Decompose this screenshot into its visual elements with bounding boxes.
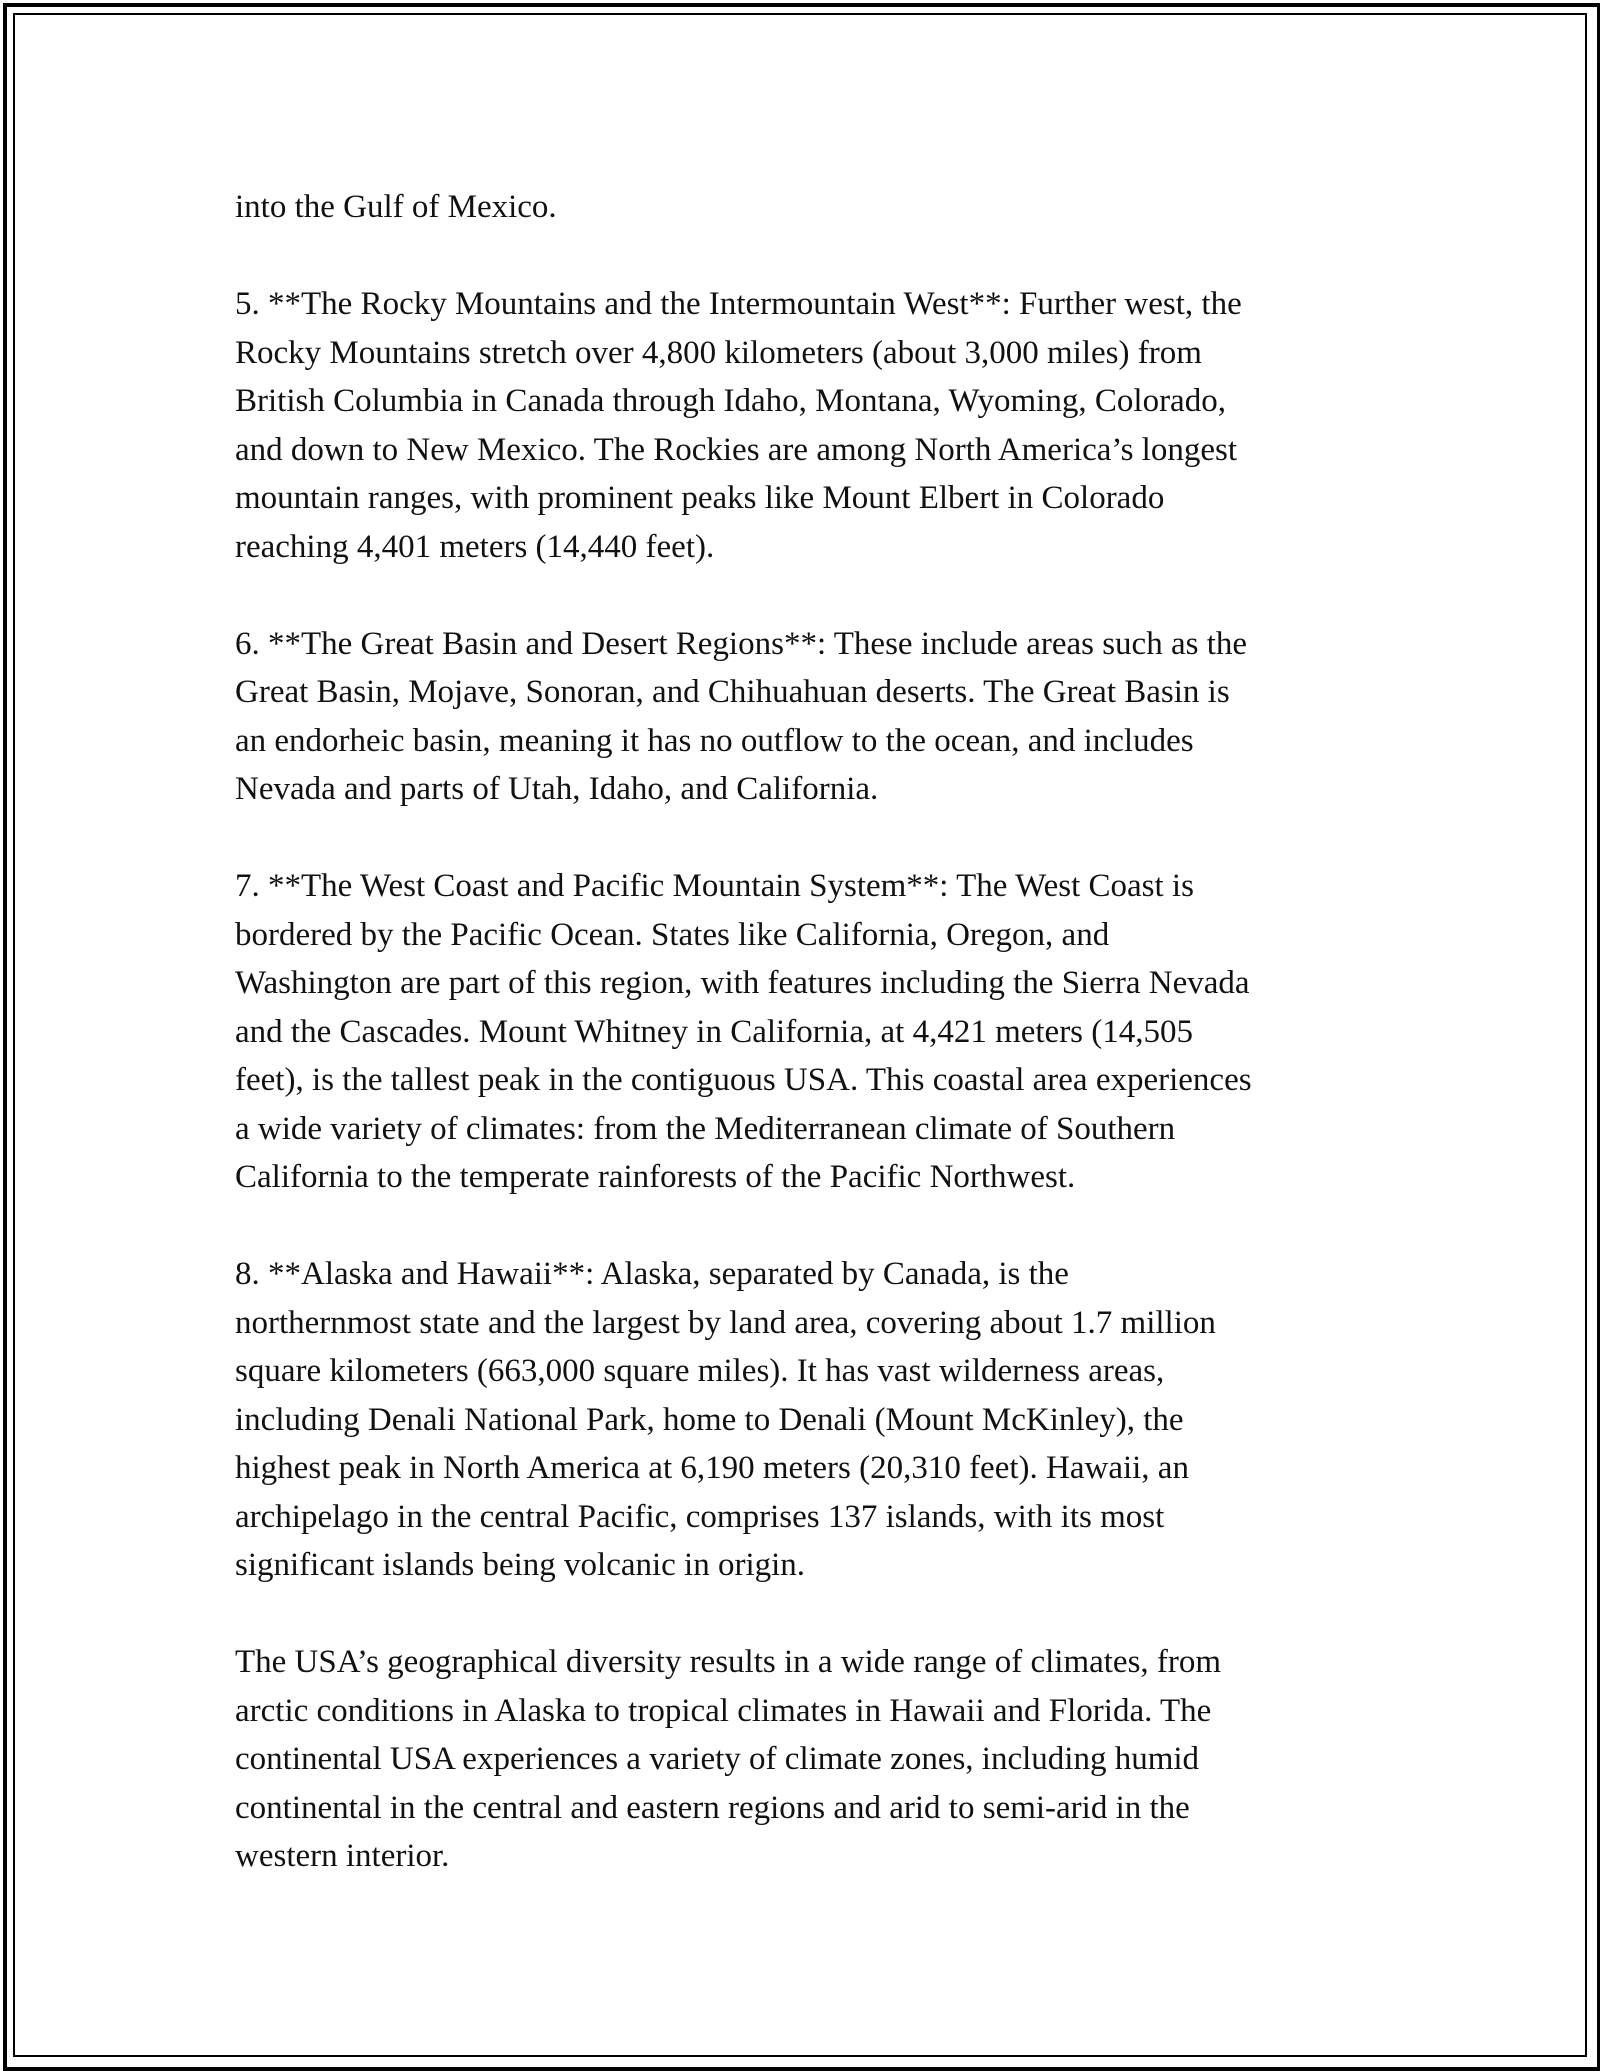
paragraph-great-basin: 6. **The Great Basin and Desert Regions**: These include areas such as the Great Basin, Mojave, Sonoran, and Chihuahuan deserts. The Great Basin is an endorheic basin, meaning it has no outflow to the ocean, and includes Nevada and parts of Utah, Idaho, and California. — [235, 625, 1248, 807]
paragraph-alaska-hawaii: 8. **Alaska and Hawaii**: Alaska, separated by Canada, is the northernmost state and the largest by land area, covering about 1.7 million square kilometers (663,000 square miles). It has vast wilderness areas, including Denali National Park, home to Denali (Mount McKinley), the highest peak in North America at 6,190 meters (20,310 feet). Hawaii, an archipelago in the central Pacific, comprises 137 islands, with its most significant islands being volcanic in origin. — [235, 1256, 1216, 1583]
paragraph-continuation: into the Gulf of Mexico. — [235, 189, 557, 225]
paragraph-climate-summary: The USA’s geographical diversity results in a wide range of climates, from arctic conditions in Alaska to tropical climates in Hawaii and Florida. The continental USA experiences a variety of climate zones, including humid continental in the central and eastern regions and arid to semi-arid in the western interior. — [235, 1644, 1222, 1874]
document-body — [235, 183, 1375, 1881]
paragraph-rocky-mountains: 5. **The Rocky Mountains and the Intermountain West**: Further west, the Rocky Mountains stretch over 4,800 kilometers (about 3,000 miles) from British Columbia in Canada through Idaho, Montana, Wyoming, Colorado, and down to New Mexico. The Rockies are among North America’s longest mountain ranges, with prominent peaks like Mount Elbert in Colorado reaching 4,401 meters (14,440 feet). — [235, 286, 1242, 565]
paragraph-west-coast: 7. **The West Coast and Pacific Mountain System**: The West Coast is bordered by the Pacific Ocean. States like California, Oregon, and Washington are part of this region, with features including the Sierra Nevada and the Cascades. Mount Whitney in California, at 4,421 meters (14,505 feet), is the tallest peak in the contiguous USA. This coastal area experiences a wide variety of climates: from the Mediterranean climate of Southern California to the temperate rainforests of the Pacific Northwest. — [235, 868, 1252, 1195]
